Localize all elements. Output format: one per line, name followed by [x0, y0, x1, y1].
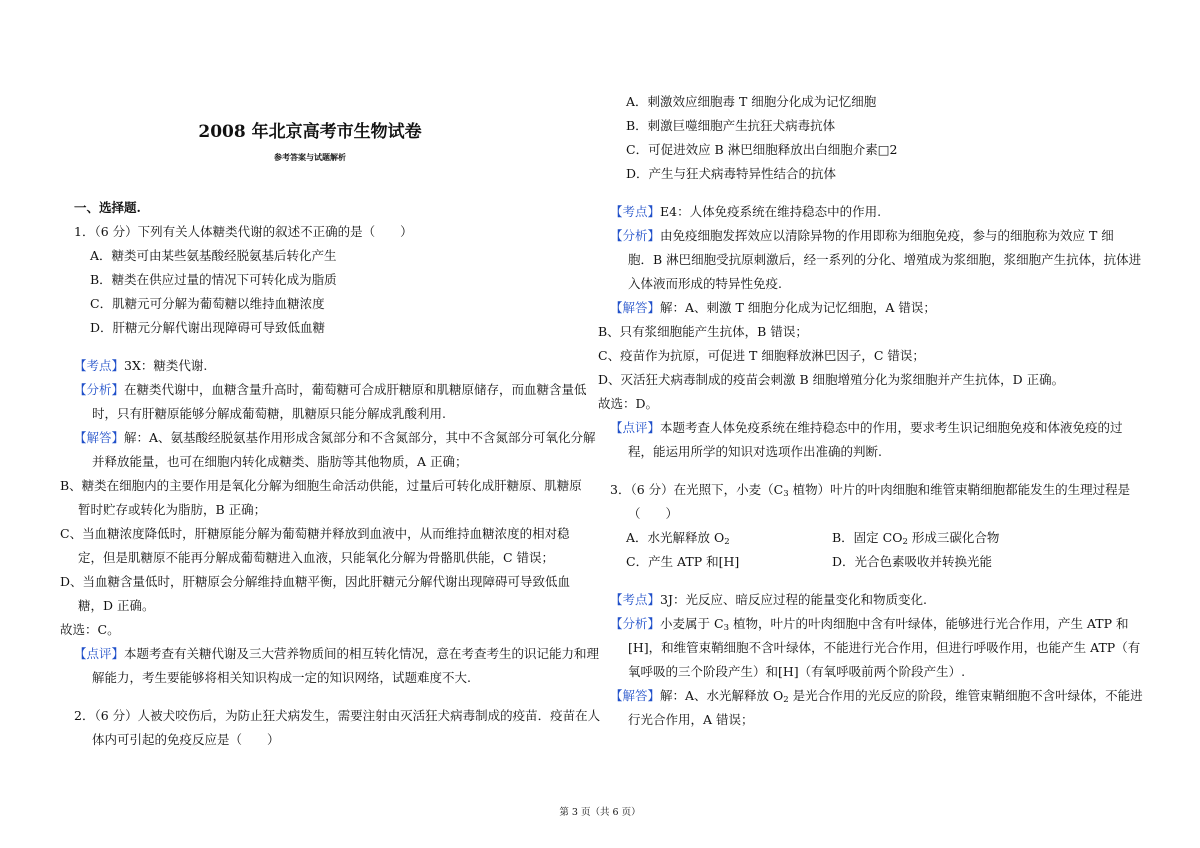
- q3-option-b-text-2: 形成三碳化合物: [907, 530, 1000, 545]
- q3-option-a: [626, 526, 832, 550]
- q3-option-d: D．光合色素吸收并转换光能: [832, 554, 993, 569]
- q1-answer: 故选：C。: [60, 622, 120, 637]
- q1-jieda-text-1: 解：A、氨基酸经脱氨基作用形成含氮部分和不含氮部分，其中不含氮部分可氧化分解: [124, 430, 596, 445]
- q3-option-c: C．产生 ATP 和[H]: [626, 554, 740, 569]
- q2-stem-1: 2．（6 分）人被犬咬伤后，为防止狂犬病发生，需要注射由灭活狂犬病毒制成的疫苗．疫苗在人: [74, 708, 601, 723]
- q1-jieda-text-7: D、当血糖含量低时，肝糖原会分解维持血糖平衡，因此肝糖元分解代谢出现障碍可导致低血: [60, 574, 571, 589]
- q2-dianping-tag: 【点评】: [610, 420, 661, 435]
- q3-jieda-text-1a: 解：A、水光解释放 O: [660, 688, 784, 703]
- q2-dianping: [610, 416, 1130, 440]
- spacer: [74, 690, 594, 704]
- q1-kaodian-text: 3X：糖类代谢.: [124, 358, 208, 373]
- q2-fenxi-text-3: 入体液而形成的特异性免疫.: [628, 276, 782, 291]
- q3-fenxi-text-1b: 植物，叶片的叶肉细胞中含有叶绿体，能够进行光合作用，产生 ATP 和: [728, 616, 1129, 631]
- q1-dianping-tag: 【点评】: [74, 646, 125, 661]
- q3-option-b-sub: 2: [902, 537, 908, 547]
- q3-fenxi: [610, 612, 1130, 636]
- q1-jieda-text-8: 糖，D 正确。: [78, 598, 155, 613]
- q2-kaodian-tag: 【考点】: [610, 204, 661, 219]
- spacer: [74, 340, 594, 354]
- q3-kaodian-tag: 【考点】: [610, 592, 661, 607]
- q3-jieda-sub: 2: [783, 695, 789, 705]
- q2-jieda-text-2: B、只有浆细胞能产生抗体，B 错误；: [598, 324, 808, 339]
- q2-fenxi-text-2: 胞．B 淋巴细胞受抗原刺激后，经一系列的分化、增殖成为浆细胞，浆细胞产生抗体，抗体进: [628, 252, 1142, 267]
- q1-option-d: D．肝糖元分解代谢出现障碍可导致低血糖: [90, 320, 326, 335]
- q3-stem-sub: 3: [783, 489, 789, 499]
- q3-jieda-tag: 【解答】: [610, 688, 661, 703]
- q3-stem-2: （ ）: [628, 506, 679, 521]
- q1-fenxi-text-1: 在糖类代谢中，血糖含量升高时，葡萄糖可合成肝糖原和肌糖原储存，而血糖含量低: [124, 382, 587, 397]
- q3-stem-part-a: 3．（6 分）在光照下，小麦（C: [610, 482, 784, 497]
- q2-kaodian-text: E4：人体免疫系统在维持稳态中的作用.: [660, 204, 882, 219]
- q2-jieda-text-3: C、疫苗作为抗原，可促进 T 细胞释放淋巴因子，C 错误；: [598, 348, 925, 363]
- left-column: [60, 196, 601, 752]
- q3-jieda-text-1b: 是光合作用的光反应的阶段，维管束鞘细胞不含叶绿体，不能进: [788, 688, 1143, 703]
- q1-dianping-text-2: 解能力，考生要能够将相关知识构成一定的知识网络，试题难度不大.: [92, 670, 471, 685]
- q2-dianping-text-1: 本题考查人体免疫系统在维持稳态中的作用，要求考生识记细胞免疫和体液免疫的过: [660, 420, 1123, 435]
- q2-jieda-text-1: 解：A、刺激 T 细胞分化成为记忆细胞，A 错误；: [660, 300, 936, 315]
- spacer: [610, 574, 1130, 588]
- q3-fenxi-text-2: [H]，和维管束鞘细胞不含叶绿体，不能进行光合作用，但进行呼吸作用，也能产生 ATP（有: [628, 640, 1141, 655]
- q1-jieda-text-5: C、当血糖浓度降低时，肝糖原能分解为葡萄糖并释放到血液中，从而维持血糖浓度的相对稳: [60, 526, 570, 541]
- q3-jieda: [610, 684, 1143, 708]
- q3-kaodian-text: 3J：光反应、暗反应过程的能量变化和物质变化.: [660, 592, 927, 607]
- q3-fenxi-text-1a: 小麦属于 C: [660, 616, 724, 631]
- q3-option-b-text-1: B．固定 CO: [832, 530, 903, 545]
- q1-option-b: B．糖类在供应过量的情况下可转化成为脂质: [90, 272, 337, 287]
- q2-fenxi: [610, 224, 1130, 248]
- q2-jieda-tag: 【解答】: [610, 300, 661, 315]
- q3-kaodian: [610, 588, 1130, 612]
- q1-option-a: A．糖类可由某些氨基酸经脱氨基后转化产生: [90, 248, 337, 263]
- q3-options-row-1: [610, 526, 1130, 550]
- q2-option-b: B．刺激巨噬细胞产生抗狂犬病毒抗体: [626, 118, 836, 133]
- page-title: 2008 年北京高考市生物试卷: [198, 122, 422, 142]
- q2-fenxi-text-1: 由免疫细胞发挥效应以清除异物的作用即称为细胞免疫，参与的细胞称为效应 T 细: [660, 228, 1114, 243]
- q3-stem-1: [610, 478, 1130, 502]
- section-heading: 一、选择题.: [74, 200, 141, 215]
- page-footer: 第 3 页（共 6 页）: [559, 807, 641, 818]
- q1-jieda-text-3: B、糖类在细胞内的主要作用是氧化分解为细胞生命活动供能，过量后可转化成肝糖原、肌糖原: [60, 478, 582, 493]
- q1-jieda-text-2: 并释放能量，也可在细胞内转化成糖类、脂肪等其他物质，A 正确；: [92, 454, 468, 469]
- q3-fenxi-text-3: 氧呼吸的三个阶段产生）和[H]（有氧呼吸前两个阶段产生）.: [628, 664, 966, 679]
- q2-jieda-text-4: D、灭活狂犬病毒制成的疫苗会刺激 B 细胞增殖分化为浆细胞并产生抗体，D 正确。: [598, 372, 1065, 387]
- q1-jieda: [74, 426, 594, 450]
- q1-fenxi-text-2: 时，只有肝糖原能够分解成葡萄糖，肌糖原只能分解成乳酸利用.: [92, 406, 446, 421]
- spacer: [610, 464, 1130, 478]
- q2-jieda: [610, 296, 1130, 320]
- q2-option-c: C．可促进效应 B 淋巴细胞释放出白细胞介素□2: [626, 142, 898, 157]
- q3-fenxi-sub: 3: [723, 623, 729, 633]
- q3-options-row-2: [610, 550, 1130, 574]
- q1-fenxi-tag: 【分析】: [74, 382, 125, 397]
- q2-fenxi-tag: 【分析】: [610, 228, 661, 243]
- q2-answer: 故选：D。: [598, 396, 659, 411]
- q1-dianping-text-1: 本题考查有关糖代谢及三大营养物质间的相互转化情况，意在考查考生的识记能力和理: [124, 646, 600, 661]
- q1-kaodian-tag: 【考点】: [74, 358, 125, 373]
- page-subtitle: 参考答案与试题解析: [274, 152, 346, 162]
- q1-jieda-text-6: 定，但是肌糖原不能再分解成葡萄糖进入血液，只能氧化分解为骨骼肌供能，C 错误；: [78, 550, 555, 565]
- q2-option-d: D．产生与狂犬病毒特异性结合的抗体: [626, 166, 837, 181]
- q3-stem-part-b: 植物）叶片的叶肉细胞和维管束鞘细胞都能发生的生理过程是: [788, 482, 1131, 497]
- q3-option-a-sub: 2: [724, 537, 730, 547]
- q1-jieda-text-4: 暂时贮存或转化为脂肪，B 正确；: [78, 502, 267, 517]
- q1-fenxi: [74, 378, 594, 402]
- q3-fenxi-tag: 【分析】: [610, 616, 661, 631]
- q2-dianping-text-2: 程，能运用所学的知识对选项作出准确的判断.: [628, 444, 882, 459]
- q1-stem: 1．（6 分）下列有关人体糖类代谢的叙述不正确的是（ ）: [74, 224, 413, 239]
- q2-stem-2: 体内可引起的免疫反应是（ ）: [92, 732, 280, 747]
- q3-option-b: [832, 526, 999, 550]
- q2-kaodian: [610, 200, 1130, 224]
- q1-kaodian: [74, 354, 594, 378]
- q1-dianping: [74, 642, 600, 666]
- right-column: [598, 90, 1143, 732]
- spacer: [610, 186, 1130, 200]
- q2-option-a: A．刺激效应细胞毒 T 细胞分化成为记忆细胞: [626, 94, 877, 109]
- q1-option-c: C．肌糖元可分解为葡萄糖以维持血糖浓度: [90, 296, 325, 311]
- q3-option-a-text: A．水光解释放 O: [626, 530, 725, 545]
- q1-jieda-tag: 【解答】: [74, 430, 125, 445]
- q3-jieda-text-2: 行光合作用，A 错误；: [628, 712, 754, 727]
